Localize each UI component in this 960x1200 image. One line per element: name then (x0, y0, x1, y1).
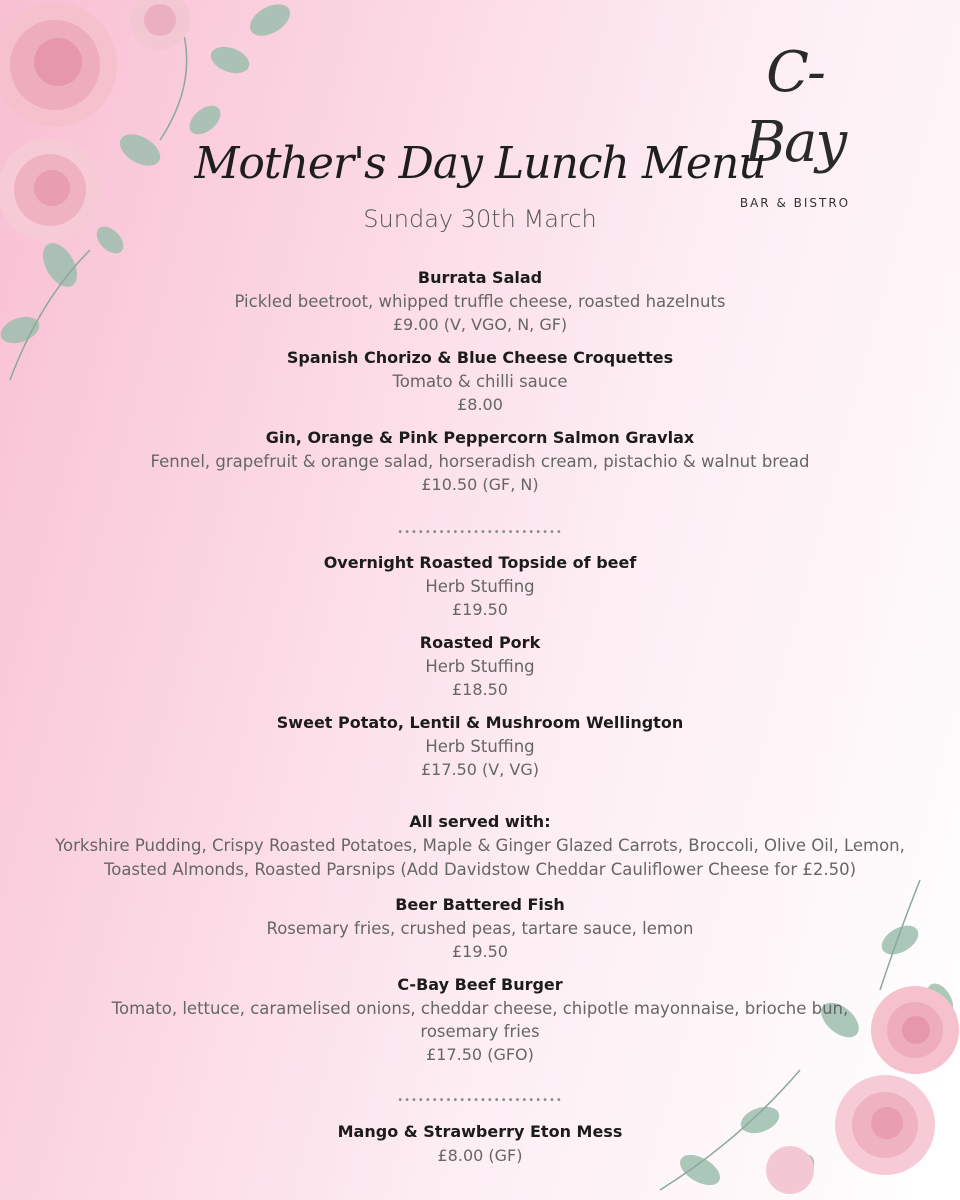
menu-item (0, 426, 960, 496)
item-description-continued: rosemary fries (420, 1022, 540, 1041)
mains-section (0, 893, 960, 1076)
item-description: Pickled beetroot, whipped truffle cheese, roasted hazelnuts (234, 292, 726, 311)
item-name: Mango & Strawberry Eton Mess (337, 1122, 623, 1141)
menu-title: Mother's Day Lunch Menu (194, 138, 766, 189)
item-price: £8.00 (457, 395, 503, 414)
desserts-section (0, 1120, 960, 1177)
menu-item (0, 346, 960, 416)
item-description: Tomato & chilli sauce (392, 372, 568, 391)
starters-section (0, 266, 960, 506)
menu-item (0, 631, 960, 701)
item-name: Roasted Pork (419, 633, 541, 652)
item-price: £17.50 (V, VG) (420, 760, 539, 779)
served-with-line: Yorkshire Pudding, Crispy Roasted Potatoes, Maple & Ginger Glazed Carrots, Broccoli, Olive Oil, Lemon, (55, 836, 905, 855)
logo-mark: C-Bay (744, 40, 846, 175)
roasts-section (0, 551, 960, 791)
menu-item (0, 973, 960, 1066)
item-price: £17.50 (GFO) (426, 1045, 534, 1064)
menu-item (0, 551, 960, 621)
item-description: Herb Stuffing (425, 737, 535, 756)
item-name: Burrata Salad (417, 268, 543, 287)
item-description: Herb Stuffing (425, 657, 535, 676)
item-price: £10.50 (GF, N) (421, 475, 539, 494)
item-name: C-Bay Beef Burger (397, 975, 563, 994)
section-divider: •••••••••••••••••••••••• (397, 527, 563, 538)
item-price: £8.00 (GF) (437, 1146, 523, 1165)
item-name: Sweet Potato, Lentil & Mushroom Wellington (276, 713, 684, 732)
item-price: £19.50 (452, 600, 508, 619)
item-name: Gin, Orange & Pink Peppercorn Salmon Gravlax (265, 428, 695, 447)
item-price: £19.50 (452, 942, 508, 961)
served-with-line: Toasted Almonds, Roasted Parsnips (Add Davidstow Cheddar Cauliflower Cheese for £2.50) (103, 860, 857, 879)
menu-item (0, 1120, 960, 1167)
item-name: Overnight Roasted Topside of beef (323, 553, 637, 572)
item-price: £9.00 (V, VGO, N, GF) (392, 315, 568, 334)
item-description: Tomato, lettuce, caramelised onions, cheddar cheese, chipotle mayonnaise, brioche bun, (111, 999, 849, 1018)
served-with-section (0, 810, 960, 882)
section-divider: •••••••••••••••••••••••• (397, 1095, 563, 1106)
item-description: Herb Stuffing (425, 577, 535, 596)
item-description: Rosemary fries, crushed peas, tartare sauce, lemon (266, 919, 694, 938)
menu-date: Sunday 30th March (363, 205, 597, 233)
logo-subtitle: BAR & BISTRO (739, 196, 851, 210)
item-description: Fennel, grapefruit & orange salad, horseradish cream, pistachio & walnut bread (150, 452, 810, 471)
menu-item (0, 893, 960, 963)
menu-item (0, 711, 960, 781)
item-price: £18.50 (452, 680, 508, 699)
menu-item (0, 266, 960, 336)
served-with-title: All served with: (409, 812, 551, 831)
item-name: Spanish Chorizo & Blue Cheese Croquettes (286, 348, 674, 367)
item-name: Beer Battered Fish (395, 895, 565, 914)
